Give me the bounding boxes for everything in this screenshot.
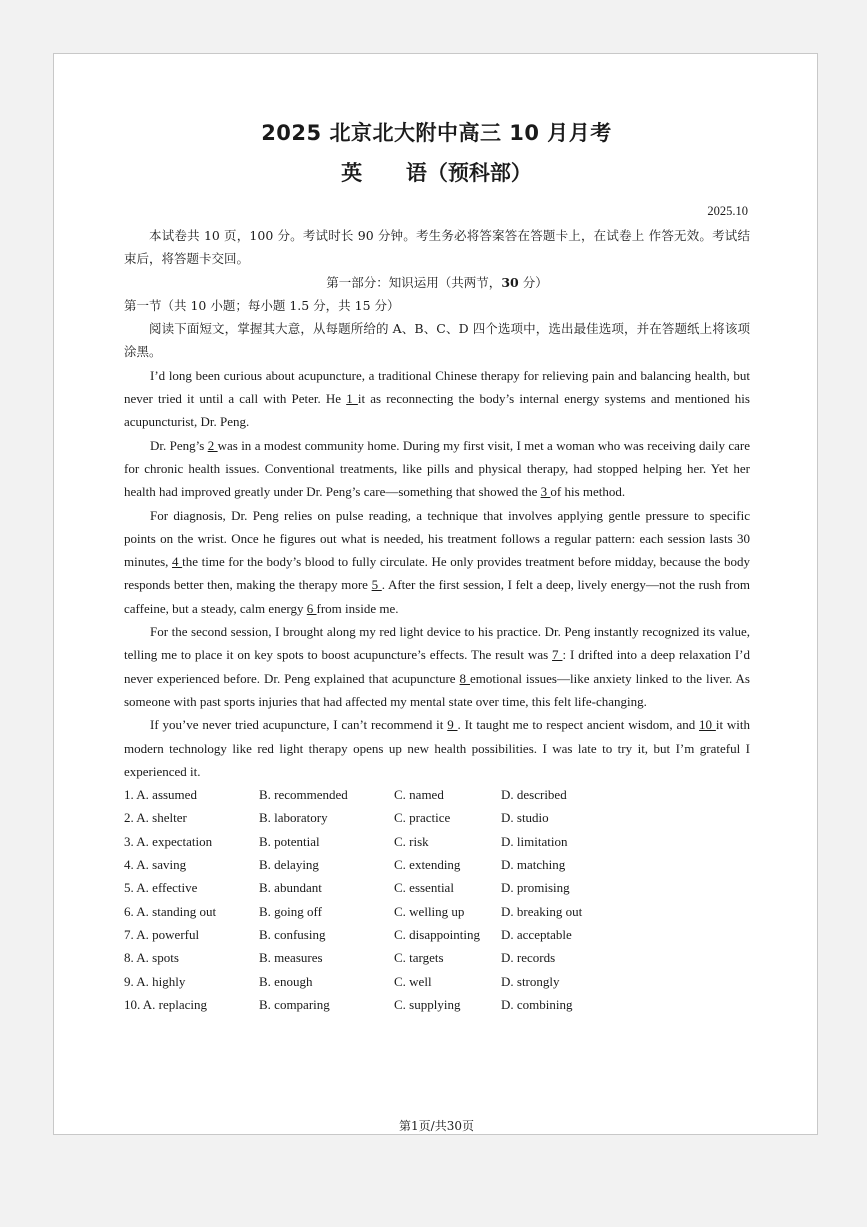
section-instruction: 阅读下面短文，掌握其大意，从每题所给的 A、B、C、D 四个选项中，选出最佳选项，并在答题纸上将该项涂黑。 — [124, 321, 750, 360]
passage-text: If you’ve never tried acupuncture, I can’t recommend it — [150, 717, 448, 733]
passage-text: : I drifted into a deep relaxation I’d never experienced before. Dr. Peng explained that acupuncture — [124, 647, 751, 686]
blank-5: 5 — [371, 577, 382, 593]
passage-text: emotional issues—like anxiety linked to the liver. As someone with past sports injuries that had affected my mental state over time, this felt life-changing. — [124, 670, 750, 709]
intro-text: 本试卷共 10 页，100 分。考试时长 90 分钟。考生务必将答案答在答题卡上，在试卷上 作答无效。考试结束后，将答题卡交回。 — [124, 228, 750, 267]
question-2-options — [124, 806, 621, 829]
passage-text: . After the first session, I felt a deep, lively energy—not the rush from caffeine, but a steady, calm energy — [124, 577, 750, 616]
option-b: B. going off — [259, 903, 322, 919]
exam-date: 2025.10 — [707, 204, 748, 218]
passage-text: For the second session, I brought along my red light device to his practice. Dr. Peng instantly recognized its value, telling me to place it on key spots to boost acupuncture’s effects. The result was — [124, 624, 750, 663]
option-a: 3. A. expectation — [124, 833, 213, 849]
option-c: C. risk — [394, 833, 429, 849]
passage-text: For diagnosis, Dr. Peng relies on pulse reading, a technique that involves applying gentle pressure to specific points on the wrist. Once he figures out what is needed, his treatment follows a regular pattern: each session lasts 30 minutes, — [124, 507, 750, 570]
question-3-options — [124, 830, 621, 853]
blank-4: 4 — [172, 554, 183, 570]
option-d: D. matching — [501, 857, 566, 873]
option-d: D. records — [501, 950, 556, 966]
option-d: D. limitation — [501, 833, 568, 849]
option-d: D. studio — [501, 810, 549, 826]
option-b: B. measures — [259, 950, 323, 966]
passage-paragraph-2 — [124, 434, 750, 504]
blank-2: 2 — [207, 437, 218, 453]
option-c: C. targets — [394, 950, 444, 966]
passage-text: Dr. Peng’s — [150, 437, 208, 453]
passage-paragraph-4 — [124, 620, 750, 713]
blank-7: 7 — [552, 647, 563, 663]
passage-paragraph-1 — [124, 364, 750, 434]
option-a: 5. A. effective — [124, 880, 198, 896]
part-heading-prefix: 第一部分：知识运用（共两节， — [326, 274, 502, 290]
question-10-options — [124, 993, 621, 1016]
question-9-options — [124, 970, 621, 993]
passage-text: it with modern technology like red light therapy opens up new health possibilities. I was late to try it, but I’m grateful I experienced it. — [124, 717, 751, 779]
option-d: D. breaking out — [501, 903, 583, 919]
option-d: D. described — [501, 787, 567, 803]
option-c: C. practice — [394, 810, 451, 826]
option-c: C. welling up — [394, 903, 465, 919]
option-a: 2. A. shelter — [124, 810, 187, 826]
question-8-options — [124, 946, 621, 969]
option-c: C. named — [394, 787, 444, 803]
exam-subtitle: 英 语（预科部） — [341, 161, 532, 185]
question-4-options — [124, 853, 621, 876]
option-b: B. delaying — [259, 857, 319, 873]
option-d: D. combining — [501, 996, 573, 1012]
passage-text: from inside me. — [316, 600, 399, 616]
part-heading — [124, 271, 750, 294]
option-a: 10. A. replacing — [124, 996, 208, 1012]
blank-8: 8 — [459, 670, 470, 686]
option-a: 1. A. assumed — [124, 787, 197, 803]
option-c: C. essential — [394, 880, 454, 896]
exam-content — [124, 224, 750, 1016]
option-c: C. extending — [394, 857, 461, 873]
option-a: 7. A. powerful — [124, 926, 200, 942]
option-d: D. strongly — [501, 973, 560, 989]
passage-text: it as reconnecting the body’s internal energy systems and mentioned his acupuncturist, Dr. Peng. — [124, 391, 750, 430]
passage-paragraph-3 — [124, 504, 750, 620]
passage-text: the time for the body’s blood to fully circulate. He only provides treatment before midday, because the body responds better then, making the therapy more — [124, 554, 751, 593]
passage-text: . It taught me to respect ancient wisdom, and — [457, 717, 700, 733]
question-6-options — [124, 900, 621, 923]
option-b: B. comparing — [259, 996, 330, 1012]
passage-text: of his method. — [550, 484, 626, 500]
blank-6: 6 — [306, 600, 317, 616]
option-a: 8. A. spots — [124, 950, 179, 966]
blank-1: 1 — [346, 391, 358, 407]
option-b: B. potential — [259, 833, 320, 849]
exam-page — [53, 53, 818, 1135]
question-5-options — [124, 876, 621, 899]
option-c: C. supplying — [394, 996, 461, 1012]
exam-title: 2025 北京北大附中高三 10 月月考 — [261, 121, 612, 145]
question-7-options — [124, 923, 621, 946]
option-a: 6. A. standing out — [124, 903, 217, 919]
option-c: C. well — [394, 973, 432, 989]
passage-paragraph-5 — [124, 713, 750, 783]
blank-10: 10 — [699, 717, 716, 733]
blank-3: 3 — [540, 484, 551, 500]
option-b: B. laboratory — [259, 810, 328, 826]
option-b: B. recommended — [259, 787, 348, 803]
page-footer: 第1页/共30页 — [399, 1119, 474, 1133]
option-c: C. disappointing — [394, 926, 480, 942]
option-d: D. promising — [501, 880, 570, 896]
part-heading-suffix: 分） — [518, 274, 548, 290]
options-table — [124, 783, 621, 1016]
passage-text: was in a modest community home. During my first visit, I met a woman who was receiving daily care for chronic health issues. Conventional treatments, like pills and physical therapy, had stopped helping her. Yet her health had improved greatly under Dr. Peng’s care—something that showed the — [124, 437, 751, 500]
section-heading: 第一节（共 10 小题；每小题 1.5 分，共 15 分） — [124, 297, 400, 313]
option-b: B. enough — [259, 973, 313, 989]
blank-9: 9 — [447, 717, 458, 733]
question-1-options — [124, 783, 621, 806]
option-b: B. abundant — [259, 880, 322, 896]
option-a: 9. A. highly — [124, 973, 186, 989]
option-d: D. acceptable — [501, 926, 572, 942]
passage-text: I’d long been curious about acupuncture, a traditional Chinese therapy for relieving pain and balancing health, but never tried it until a call with Peter. He — [124, 367, 750, 407]
option-b: B. confusing — [259, 926, 326, 942]
part-heading-points: 30 — [501, 274, 519, 290]
option-a: 4. A. saving — [124, 857, 187, 873]
